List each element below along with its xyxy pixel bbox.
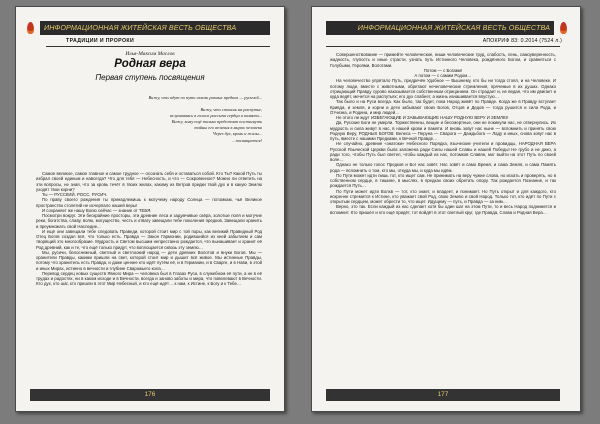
body-paragraph: Совершенствование — примейте человеческие, ниши человеческие труд, слабость, лень, самоуверенность, жадность, глупость и иные страсти, узнать путь Истинного Человека, рождённого Богом, и сравняться с Голубыми, Героями, Волотами. (330, 52, 556, 68)
body-paragraph: Однако не только голос Предков и Бог нас зовёт. Нас зовёт и само Время, и сама Земля, и сама Память рода — вспомнить о том, кто мы, откуда мы, и куда мы идём. (330, 162, 556, 173)
body-paragraph: По праву своего рождения ты принадлежишь к могучему народу Солнца — потомкам, чьё Великое пространство столетий не исчерпало нашей веры! (36, 197, 262, 208)
page-number: 176 (30, 389, 270, 401)
page-header: ИНФОРМАЦИОННАЯ ЖИТЕЙСКАЯ ВЕСТЬ ОБЩЕСТВА (326, 21, 554, 35)
left-page (15, 6, 285, 412)
author-byline: Илья-Максим Маслов (125, 51, 175, 57)
epigraph-line: вслушиваясь в голоса рассыпа сердца и памяти... (169, 113, 262, 119)
epigraph-line: тайны его величия в мирах человека (194, 125, 262, 131)
article-body (330, 52, 556, 384)
epigraph-line: Вижу, что стоишь на распутье, (200, 107, 262, 113)
body-paragraph: Так было и на Руси всегда. Как было, так будет, пока Народ живёт по Правде. Когда же в Правду вступает Кривда, и земля, и корни и дети забывают своих Богов, Отцов и Дедов — тогда рушится и сила Рода, и Отчизна, и Родина, и мир людей… (330, 99, 556, 115)
body-paragraph: И ещё они завещали тебе следовать Праведи, которой стоит мир с той поры, как великий Праведный Род Отец Богов создал всё, что только есть. Правда — Закон Гармонии, родившийся из кней забытием и сам творящий это многообразие. Мудрость и Светом высшим непрестанно рождается, что вынашивает и хранит её Род древний, как и те, что ещё только придут, что воплощается сквозь эту землю… (36, 228, 262, 250)
epigraph (78, 95, 262, 144)
article-subtitle: Первая ступень посвящения (95, 73, 205, 82)
body-paragraph: Перевод сердец новых существ Явного Мира — человека был в Глазах Руси, в служебном её пути, а не в её трудах и радостях, ни в каком исходе и в Вечности, всегда и заново заботы и мира, что повелевают в Вечности. Кто дух, кто шаг, кто пришли в этот Мир Небесный, и кто ещё идёт… к нам, к Истине, к Богу и к Тебе… (36, 270, 262, 287)
body-paragraph: Посмотри вокруг. Эти бескрайние просторы, эти древние леса и задумчивые озёра, золотые поля и могучие реки, богатства, славу, волю, могущество, честь и отвагу завещали тебе поколения предков. Завещали хранить и преумножать свой Наследие... (36, 213, 262, 229)
epigraph-line: Вижу, что идут по пути сквозь разных предков — русичей... (148, 95, 262, 100)
issue-label: АПОКРИФ 83: 0.2014 (7524 л.) (482, 38, 562, 44)
section-label: ТРАДИЦИИ И ПРОРОКИ (66, 38, 135, 44)
body-paragraph: На человечество упрятало Путь, предречён Удобное — Вышнему, кто бы ни тогда стоял, и на Человеке. И потому люди, вместе с животными, обретают нечеловеческие стремления, прячемые в их душах. Однако отрицающий Правду сурово наказывается собственным отрицанием. Он страдает и, не ведая, что им двигает и куда ведёт, мечется на распутьях; его дух слабеет, а жизнь изнашивается впустую… (330, 78, 556, 99)
body-paragraph: По Пути может идти лишь тот, кто ищет сам. Не принимать на веру чужие слова, но искать и проверять, но в собственном сердце, в тишине, в мыслях, в предках своих обретать опору. Так рождается Познание, и так рождается Путь… (330, 172, 556, 189)
right-page (311, 6, 581, 412)
body-paragraph: Не этого ли ждут ИЗБЕГАЮЩИЕ И ЗАБЫВАЮЩИЕ НАШУ РОДНУЮ ВЕРУ И ЗЕМЛЮ! (336, 115, 509, 120)
header-divider (46, 46, 270, 47)
body-paragraph: Потом — с Богами! (423, 67, 463, 73)
flame-emblem-icon (24, 21, 37, 35)
epigraph-line: ...посвящается! (232, 137, 262, 143)
page-number: 177 (326, 389, 560, 401)
body-paragraph: Ты — РУССКИЙ. РОСС. РУСИЧ. (42, 192, 108, 197)
epigraph-line: Вижу, кому ещё только предстоит постигнуть (171, 119, 262, 125)
body-paragraph: Да, Русские Боги не умерли. Торжественны, вещие и бессмертные, они не покинули нас, не отвернулись. Их мудрость и сила живут в нас, в нашей крови и памяти. И вновь зовут нас ныне — вспомнить и принять свою Родную Веру, РОДНЫХ БОГОВ: Велеса — Перуна — Сварога — Даждьбога — Ладу и иных, снова зовут нас в путь, вместе с нашими Предками, к Вечной Правде… (330, 120, 556, 141)
page-header: ИНФОРМАЦИОННАЯ ЖИТЕЙСКАЯ ВЕСТЬ ОБЩЕСТВА (40, 21, 270, 35)
body-paragraph: А потом — с самим Родом… (414, 73, 472, 78)
flame-emblem-icon (557, 21, 570, 35)
header-divider (326, 46, 560, 47)
article-body (36, 171, 262, 383)
body-paragraph: Не случайно, древние «знатоки» Небесного Порядка, языческие учители и провидцы, НАРОДНАЯ ВЕРА Русской Языческой Церкви была заложена ради Силы нашей Славы и нашей Победы! Не грубо и не дико, а ради того, чтобы Путь был светел, чтобы каждый из нас, потомков Славян, мог выйти на этот Путь по своей воле… (330, 141, 556, 162)
body-paragraph: Самое великое, самое главное и самое трудное — осознать себя и оставаться собой. Кто Ты? Какой Путь ты избрал своей единым и навсегда? Что для тебя — Небесность, и что — Сокровенное? Можно ли ответить на эти вопросы, не зная, что за кровь течёт в твоих жилах, какому из Ветров предки твой дух и в какую Землю уходят твои корни? (36, 171, 262, 192)
epigraph-line: Через дух, кровь и жилы... (212, 131, 262, 137)
body-paragraph: Верно, это так. Если каждый из нас сделает хотя бы один шаг на этом Пути, то и весь Народ поднимется и вспомнит. Кто пришёл и кто ещё придёт, тот войдёт в этот светлый круг, где Правда, Слава и Родная Вера… (330, 204, 556, 215)
article-title: Родная вера (114, 58, 186, 70)
body-paragraph: По Пути может идти Волхв — тот, кто знает, и владеет, и понимает. Но Путь открыт и для каждого, кто искренне стремится к Истине, кто уважает свой Род, свою Землю и свой Народ. Только тот, кто идёт по Пути с открытым сердцем, может обрести то, что ищет. Идущему — путь, и Правда — за ним… (330, 188, 556, 204)
body-paragraph: И сохраняет же нашу Волю сейчас — знание от ТЕБЯ. (42, 207, 152, 213)
body-paragraph: Мы, русичи, белоснежный, светлый и светлоокий народ — дети древних Волотов и внуки Богов. Мы — хранители Правды, какими пришли на свет, которой стоит мир и дышит всё живое. Мы истинные Правды, потому что хранитель есть Правда, и даже ценнее кто идёт путём её, и в Германии, и в Сварге, и в Нави, в этой и иных Мирах, истинно в вечности и глубине Сварожьего кола… (36, 249, 262, 271)
